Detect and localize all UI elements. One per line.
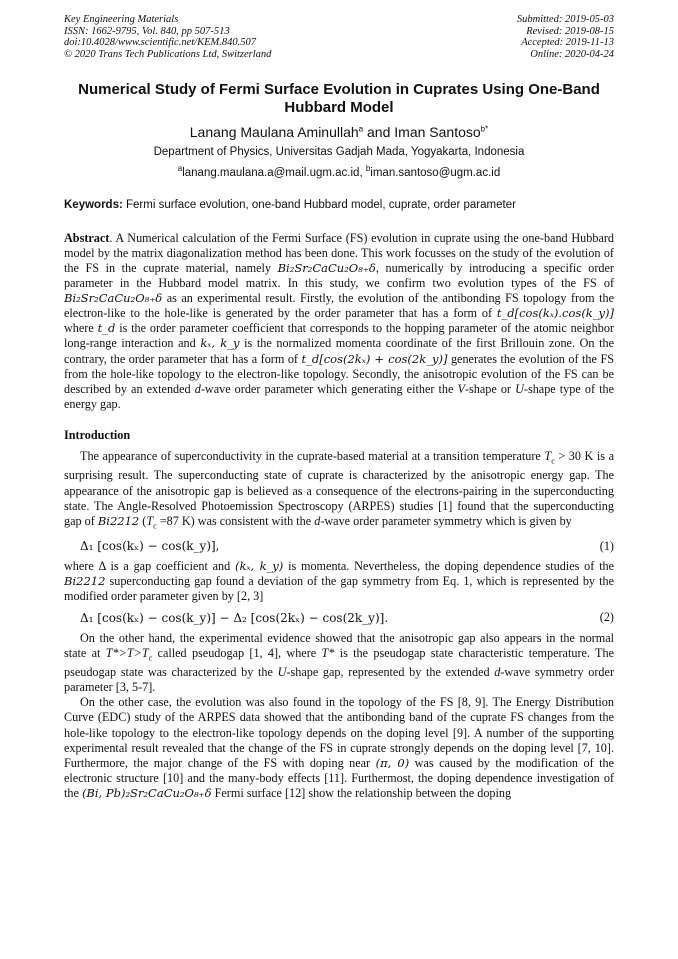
date-revised: Revised: 2019-08-15 [526, 25, 614, 37]
formula: (Bi, Pb)₂Sr₂CaCu₂O₈₊δ [81, 785, 212, 800]
abstract-text: , numerically by introducing a specific order parameter in the Hubbard model matrix. In this study, we confirm two evolution types of the FS of [64, 261, 614, 291]
paragraph-text: is momenta. Nevertheless, the doping dependence studies of the [283, 559, 614, 574]
abstract-label: Abstract [64, 230, 110, 245]
date-accepted: Accepted: 2019-11-13 [521, 37, 614, 48]
header-left [64, 14, 271, 60]
formula: Bi₂Sr₂CaCu₂O₈₊δ [64, 291, 163, 306]
italic-term: T [544, 448, 552, 463]
email-a-marker: a [177, 164, 183, 173]
section-heading-introduction: Introduction [64, 427, 131, 442]
journal-copyright: © 2020 Trans Tech Publications Ltd, Switzerland [64, 48, 272, 60]
equation-2 [64, 605, 614, 631]
italic-term: T*>T>T [105, 645, 149, 660]
journal-header [64, 14, 614, 60]
abstract-text: -wave order parameter which generating either the [200, 381, 458, 396]
paragraph-text: > 30 K is a surprising result. The superconducting state of cuprate is characterized by the anisotropic energy gap. The appearance of the anisotropic gap is believed as a consequence of the electrons-pairing in the superconducting state. The Angle-Resolved Photoemission Spectroscopy (ARPES) studies [1] found that the superconducting gap of [64, 448, 614, 528]
italic-term: d [314, 513, 321, 528]
author-2: Iman Santoso [394, 124, 481, 140]
journal-doi: doi:10.4028/www.scientific.net/KEM.840.507 [64, 37, 256, 48]
equation-2-number: (2) [599, 610, 614, 625]
paragraph-text: called pseudogap [1, 4], where [152, 645, 322, 660]
equation-1-number: (1) [599, 538, 614, 553]
italic-term: T [146, 513, 154, 528]
paragraph-text: -wave symmetry order parameter [3, 5-7]. [64, 665, 614, 695]
header-right [517, 14, 614, 60]
intro-paragraph-3 [64, 631, 614, 696]
author-and: and [363, 124, 395, 140]
author-emails [64, 164, 614, 179]
paper-title: Numerical Study of Fermi Surface Evolution in Cuprates Using One-Band Hubbard Model [78, 81, 600, 116]
formula: (π, 0) [375, 755, 410, 770]
abstract [64, 231, 614, 412]
abstract-text: -shape or [464, 381, 516, 396]
date-submitted: Submitted: 2019-05-03 [516, 14, 614, 25]
abstract-text: . A Numerical calculation of the Fermi Surface (FS) evolution in cuprate using the one-band Hubbard model by the matrix diagonalization method has been done. This work focusses on the study of the evolution of the FS in the cuprate material, namely [64, 230, 614, 276]
italic-term: d [194, 381, 201, 396]
intro-paragraph-1 [64, 449, 614, 533]
paragraph-text: superconducting gap found a deviation of the gap symmetry from Eq. 1, which is represented by the modified order parameter given by [2, 3] [64, 574, 614, 604]
abstract-text: is the normalized momenta coordinate of the first Brillouin zone. On the contrary, the order parameter that has a form of [64, 336, 615, 366]
formula: kₓ, k_y [200, 336, 240, 351]
equation-2-body: Δ₁ [cos(kₓ) − cos(k_y)] − Δ₂ [cos(2kₓ) − cos(2k_y)]. [80, 610, 389, 625]
italic-term: T* [321, 645, 335, 660]
paragraph-text: On the other case, the evolution was also found in the topology of the FS [8, 9]. The Energy Distribution Curve (EDC) study of the ARPES data showed that the antibonding band of the cuprate FS changes from the hole-like topology to the electron-like topology depends on the doping level [9]. A number of the supporting experimental result revealed that the change of the FS in cuprate strongly depends on the doping level [7, 10]. Furthermore, the major change of the FS with doping near [64, 695, 614, 770]
abstract-text: where [64, 321, 98, 336]
intro-paragraph-4 [64, 695, 614, 801]
paper-page [64, 14, 614, 801]
keywords-label: Keywords: [64, 198, 123, 211]
author-list [64, 124, 614, 140]
intro-paragraph-2 [64, 559, 614, 604]
subscript: c [551, 456, 555, 466]
abstract-text: generates the evolution of the FS from the hole-like topology to the electron-like topology. Secondly, the anisotropic evolution of the FS can be described by an extended [64, 351, 614, 396]
formula: t_d[cos(kₓ).cos(k_y)] [496, 306, 614, 321]
paragraph-text: -wave order parameter symmetry which is given by [320, 513, 572, 528]
subscript: c [153, 521, 157, 531]
italic-term: d [494, 665, 501, 680]
journal-issn: ISSN: 1662-9795, Vol. 840, pp 507-513 [64, 25, 230, 37]
abstract-text: as an experimental result. Firstly, the evolution of the antibonding FS topology from the electron-like to the hole-like is generated by the order parameter that has a form of [64, 291, 614, 321]
equation-1-body: Δ₁ [cos(kₓ) − cos(k_y)], [80, 539, 220, 554]
paragraph-text: On the other hand, the experimental evidence showed that the anisotropic gap also appears in the normal state at [64, 630, 614, 660]
equation-1 [64, 533, 614, 559]
author-1: Lanang Maulana Aminullah [189, 124, 359, 140]
abstract-text: is the order parameter coefficient that corresponds to the hopping parameter of the atomic neighbor long-range interaction and [64, 321, 614, 351]
formula: t_d[cos(2kₓ) + cos(2k_y)] [301, 351, 448, 366]
formula: t_d [97, 321, 116, 336]
paragraph-text: The appearance of superconductivity in the cuprate-based material at a transition temperature [80, 448, 545, 463]
author-1-affil: a [358, 124, 364, 134]
abstract-text: -shape type of the energy gap. [64, 381, 614, 411]
keywords-text: Fermi surface evolution, one-band Hubbard model, cuprate, order parameter [122, 198, 516, 211]
date-online: Online: 2020-04-24 [530, 48, 614, 60]
author-2-affil: b* [480, 124, 489, 134]
paragraph-text: is the pseudogap state characteristic temperature. The pseudogap state was characterized by the [64, 645, 614, 680]
paragraph-text: where Δ is a gap coefficient and [64, 559, 235, 574]
email-b: iman.santoso@ugm.ac.id [370, 166, 501, 179]
formula: Bi2212 [97, 513, 140, 528]
italic-term: U [277, 665, 287, 680]
email-a: lanang.maulana.a@mail.ugm.ac.id, [182, 166, 366, 179]
paragraph-text: ( [139, 513, 147, 528]
italic-term: V [457, 381, 465, 396]
formula: Bi2212 [64, 574, 106, 589]
paragraph-text: Fermi surface [12] show the relationship between the doping [211, 785, 512, 800]
italic-term: U [515, 381, 524, 396]
keywords [64, 199, 614, 211]
formula: Bi₂Sr₂CaCu₂O₈₊δ [277, 261, 376, 276]
paragraph-text: =87 K) was consistent with the [156, 513, 315, 528]
paragraph-text: was caused by the modification of the electronic structure [10] and the many-body effects [11]. Furthermost, the doping dependence investigation of the [64, 755, 614, 800]
email-b-marker: b [365, 164, 371, 173]
paragraph-text: -shape gap, represented by the extended [286, 665, 495, 680]
journal-name: Key Engineering Materials [64, 14, 179, 25]
affiliation: Department of Physics, Universitas Gadjah Mada, Yogyakarta, Indonesia [153, 146, 525, 158]
formula: (kₓ, k_y) [235, 559, 284, 574]
subscript: c [148, 653, 153, 663]
